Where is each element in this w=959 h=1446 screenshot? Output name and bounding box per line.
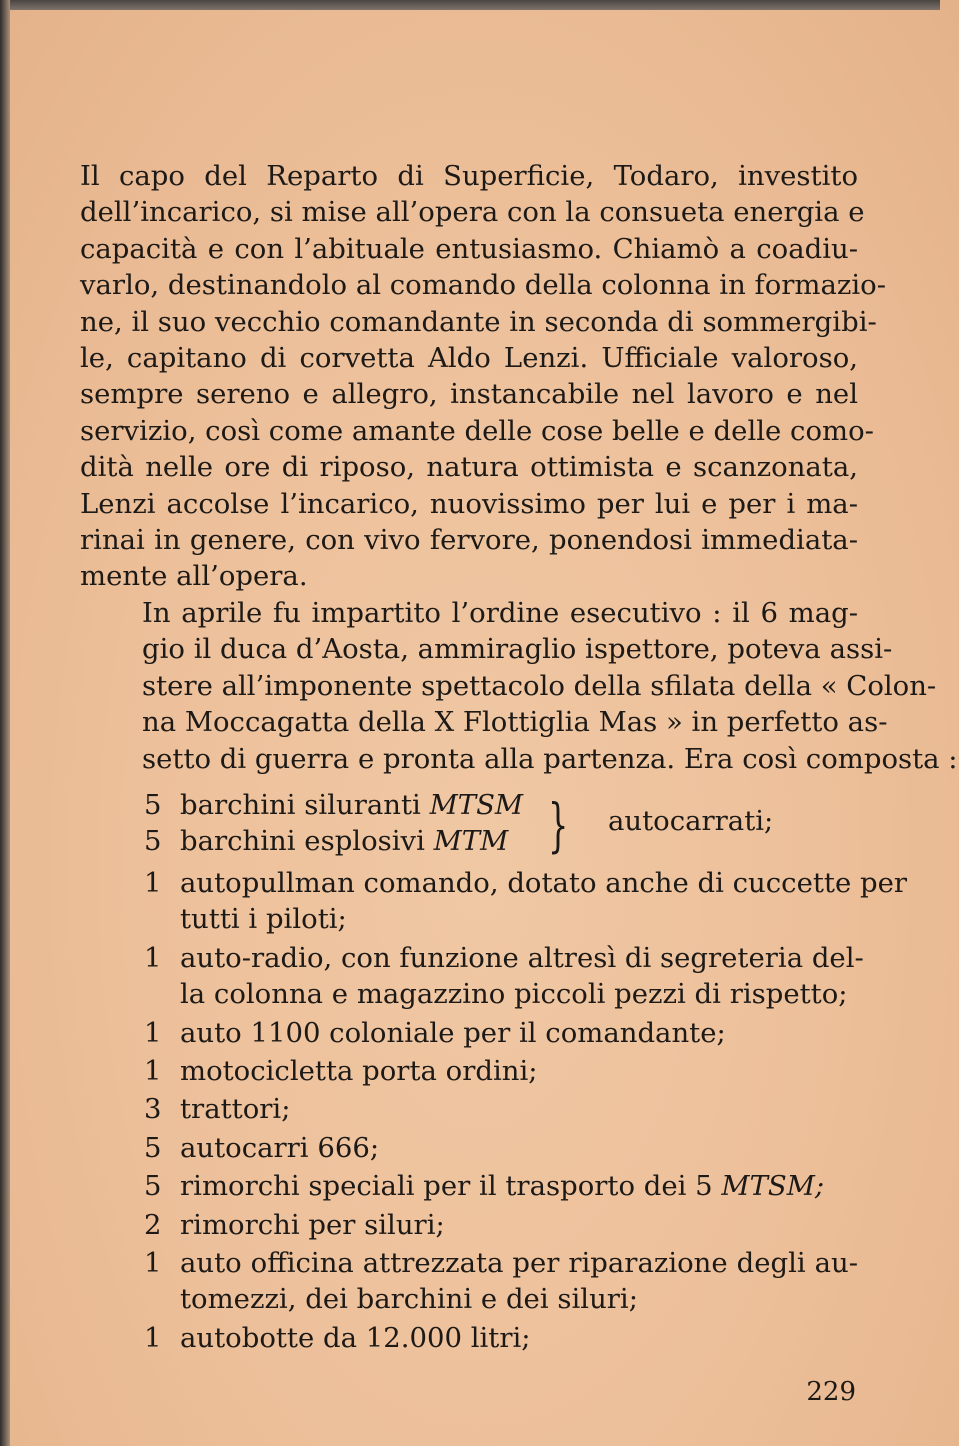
- item-text: motocicletta porta ordini;: [180, 1054, 538, 1087]
- text-line: le, capitano di corvetta Aldo Lenzi. Ufficiale valoroso,: [80, 342, 858, 375]
- list-item: [80, 1168, 858, 1204]
- item-quantity: 5: [144, 1170, 162, 1203]
- brace-label: autocarrati;: [608, 804, 774, 837]
- item-quantity: 1: [144, 1054, 162, 1087]
- text-line: rinai in genere, con vivo fervore, ponendosi immediata-: [80, 524, 858, 557]
- text-line: capacità e con l’abituale entusiasmo. Chiamò a coadiu-: [80, 232, 858, 265]
- item-text: barchini esplosivi: [180, 824, 425, 857]
- item-quantity: 1: [144, 941, 162, 974]
- item-text: autopullman comando, dotato anche di cuccette per: [180, 866, 907, 899]
- text-line: sempre sereno e allegro, instancabile nel lavoro e nel: [80, 378, 858, 411]
- paragraph-2: [80, 595, 958, 777]
- item-text: auto-radio, con funzione altresì di segreteria del-: [180, 941, 864, 974]
- list-item: [80, 1245, 858, 1318]
- item-text: tutti i piloti;: [180, 903, 347, 936]
- list-item: [80, 1207, 858, 1243]
- text-line: varlo, destinandolo al comando della colonna in formazio-: [80, 269, 886, 302]
- text-line: mente all’opera.: [80, 560, 308, 593]
- item-quantity: 3: [144, 1093, 162, 1126]
- item-model: MTSM;: [721, 1170, 825, 1203]
- paragraph-1: [80, 158, 886, 595]
- item-model: MTM: [433, 824, 509, 857]
- text-line: dità nelle ore di riposo, natura ottimista e scanzonata,: [80, 451, 858, 484]
- list-item: [80, 1091, 858, 1127]
- column-composition-list: [80, 787, 907, 1356]
- list-item: [80, 1053, 858, 1089]
- list-item: [80, 1320, 858, 1356]
- list-item: [80, 823, 508, 859]
- scan-left-edge: [0, 0, 10, 1446]
- item-quantity: 1: [144, 1016, 162, 1049]
- item-model: MTSM: [429, 788, 524, 821]
- text-line: Il capo del Reparto di Superficie, Todaro, investito: [80, 160, 858, 192]
- page-number: 229: [806, 1377, 856, 1407]
- item-quantity: 1: [144, 1321, 162, 1354]
- text-line: ne, il suo vecchio comandante in seconda di sommergibi-: [80, 305, 877, 338]
- item-text: autobotte da 12.000 litri;: [180, 1321, 531, 1354]
- item-quantity: 1: [144, 866, 162, 899]
- list-item: [80, 1130, 858, 1166]
- item-text: tomezzi, dei barchini e dei siluri;: [180, 1283, 638, 1316]
- text-line: dell’incarico, si mise all’opera con la consueta energia e: [80, 196, 865, 229]
- list-items: [80, 865, 907, 1356]
- list-item: [80, 1015, 858, 1051]
- text-line: Lenzi accolse l’incarico, nuovissimo per lui e per i ma-: [80, 487, 858, 520]
- list-item: [80, 865, 907, 938]
- text-line: na Moccagatta della X Flottiglia Mas » in perfetto as-: [142, 706, 888, 739]
- item-text: auto officina attrezzata per riparazione degli au-: [180, 1246, 858, 1279]
- list-item: [80, 940, 864, 1013]
- text-line: setto di guerra e pronta alla partenza. Era così composta :: [142, 742, 958, 775]
- text-line: In aprile fu impartito l’ordine esecutivo : il 6 mag-: [142, 596, 858, 629]
- item-text: rimorchi speciali per il trasporto dei 5: [180, 1170, 722, 1203]
- curly-brace-icon: }: [548, 790, 569, 859]
- scan-top-edge: [10, 0, 940, 10]
- text-line: servizio, così come amante delle cose belle e delle como-: [80, 414, 874, 447]
- item-text: rimorchi per siluri;: [180, 1208, 445, 1241]
- page-text: [80, 158, 958, 1358]
- item-text: trattori;: [180, 1093, 291, 1126]
- text-line: stere all’imponente spettacolo della sfilata della « Colon-: [142, 669, 937, 702]
- item-text: autocarri 666;: [180, 1131, 380, 1164]
- item-text: auto 1100 coloniale per il comandante;: [180, 1016, 726, 1049]
- item-quantity: 5: [144, 824, 162, 857]
- item-quantity: 1: [144, 1246, 162, 1279]
- item-quantity: 5: [144, 788, 162, 821]
- text-line: gio il duca d’Aosta, ammiraglio ispettore, poteva assi-: [142, 633, 893, 666]
- item-text: la colonna e magazzino piccoli pezzi di rispetto;: [180, 978, 848, 1011]
- brace-group: [80, 787, 858, 863]
- item-quantity: 5: [144, 1131, 162, 1164]
- list-item: [80, 787, 523, 823]
- item-quantity: 2: [144, 1208, 162, 1241]
- item-text: barchini siluranti: [180, 788, 421, 821]
